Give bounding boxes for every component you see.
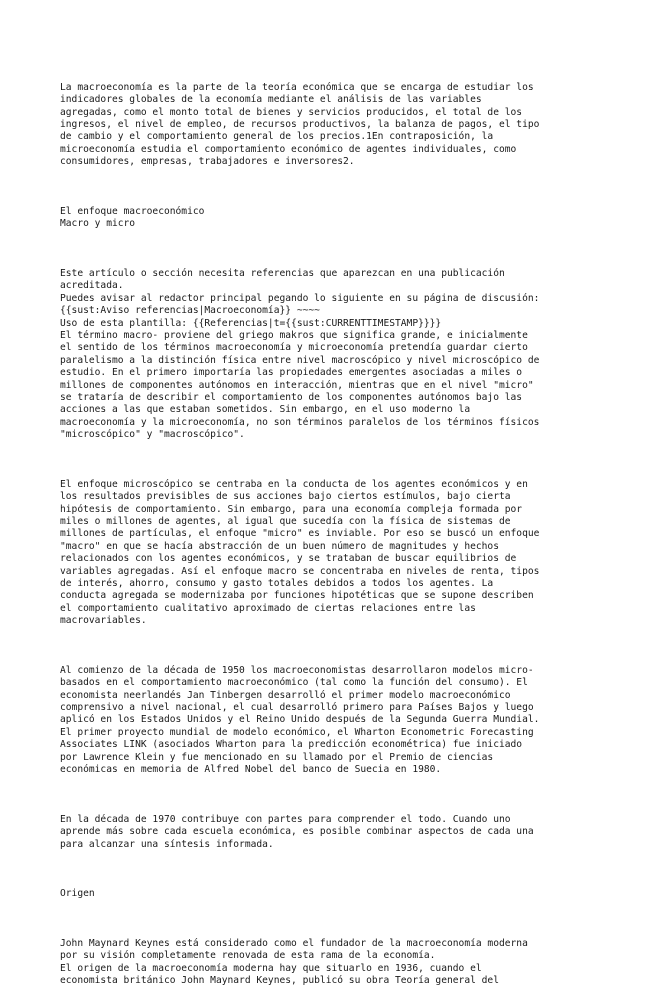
document-page [60,57,620,1000]
keynes-paragraph: John Maynard Keynes está considerado como el fundador de la macroeconomía moderna por su visión completamente renovada de esta rama de la economía. El origen de la macroeconomía moderna hay que situarlo en 1936, cuando el economista británico John Maynard Keynes, publicó su obra Teoría general del [60,937,528,986]
decade-1970-paragraph: En la década de 1970 contribuye con partes para comprender el todo. Cuando uno aprende más sobre cada escuela económica, es posible combinar aspectos de cada una para alcanzar una síntesis informada. [60,813,534,850]
section-heading-origen: Origen [60,888,95,900]
history-1950-paragraph: Al comienzo de la década de 1950 los macroeconomistas desarrollaron modelos micro- basados en el comportamiento macroeconómico (tal como la función del consumo). El economista neerlandés Jan Tinbergen desarrolló el primer modelo macroeconómico comprensivo a nivel nacional, el cual desarrolló primero para Países Bajos y luego aplicó en los Estados Unidos y el Reino Unido después de la Segunda Guerra Mundial. El primer proyecto mundial de modelo económico, el Wharton Econometric Forecasting Associates LINK (asociados Wharton para la predicción econométrica) fue iniciado por Lawrence Klein y fue mencionado en su llamado por el Premio de ciencias económicas en memoria de Alfred Nobel del banco de Suecia en 1980. [60,664,540,776]
references-notice-paragraph: Este artículo o sección necesita referencias que aparezcan en una publicación acreditada. Puedes avisar al redactor principal pegando lo siguiente en su página de discusión: {{sust:Aviso referencias|Macroeconomía}} ~~~~ Uso de esta plantilla: {{Referencias|t={{sust:CURRENTTIMESTAMP}}}} El término macro- proviene del griego makros que significa grande, e inicialmente el sentido de los términos macroeconomía y microeconomía pretendía guardar cierto paralelismo a la distinción física entre nivel macroscópico y nivel microscópico de estudio. En el primero importaría las propiedades emergentes asociadas a miles o millones de componentes autónomos en interacción, mientras que en el nivel "micro" se trataría de describir el comportamiento de los componentes autónomos bajo las acciones a las que estaban sometidos. Sin embargo, en el uso moderno la macroeconomía y la microeconomía, no son términos paralelos de los términos físicos "microscópico" y "macroscópico". [60,267,540,441]
intro-paragraph: La macroeconomía es la parte de la teoría económica que se encarga de estudiar los indicadores globales de la economía mediante el análisis de las variables agregadas, como el monto total de bienes y servicios producidos, el total de los ingresos, el nivel de empleo, de recursos productivos, la balanza de pagos, el tipo de cambio y el comportamiento general de los precios.1En contraposición, la microeconomía estudia el comportamiento económico de agentes individuales, como consumidores, empresas, trabajadores e inversores2. [60,81,540,168]
section-heading-macro-micro: El enfoque macroeconómico Macro y micro [60,205,205,230]
microscopic-approach-paragraph: El enfoque microscópico se centraba en la conducta de los agentes económicos y en los resultados previsibles de sus acciones bajo ciertos estímulos, bajo cierta hipótesis de comportamiento. Sin embargo, para una economía compleja formada por miles o millones de agentes, al igual que sucedía con la física de sistemas de millones de partículas, el enfoque "micro" es inviable. Por eso se buscó un enfoque "macro" en que se hacía abstracción de un buen número de magnitudes y hechos relacionados con los agentes económicos, y se trataban de buscar equilibrios de variables agregadas. Así el enfoque macro se concentraba en niveles de renta, tipos de interés, ahorro, consumo y gasto totales debidos a todos los agentes. La conducta agregada se modernizaba por funciones hipotéticas que se supone describen el comportamiento cualitativo aproximado de ciertas relaciones entre las macrovariables. [60,478,540,627]
